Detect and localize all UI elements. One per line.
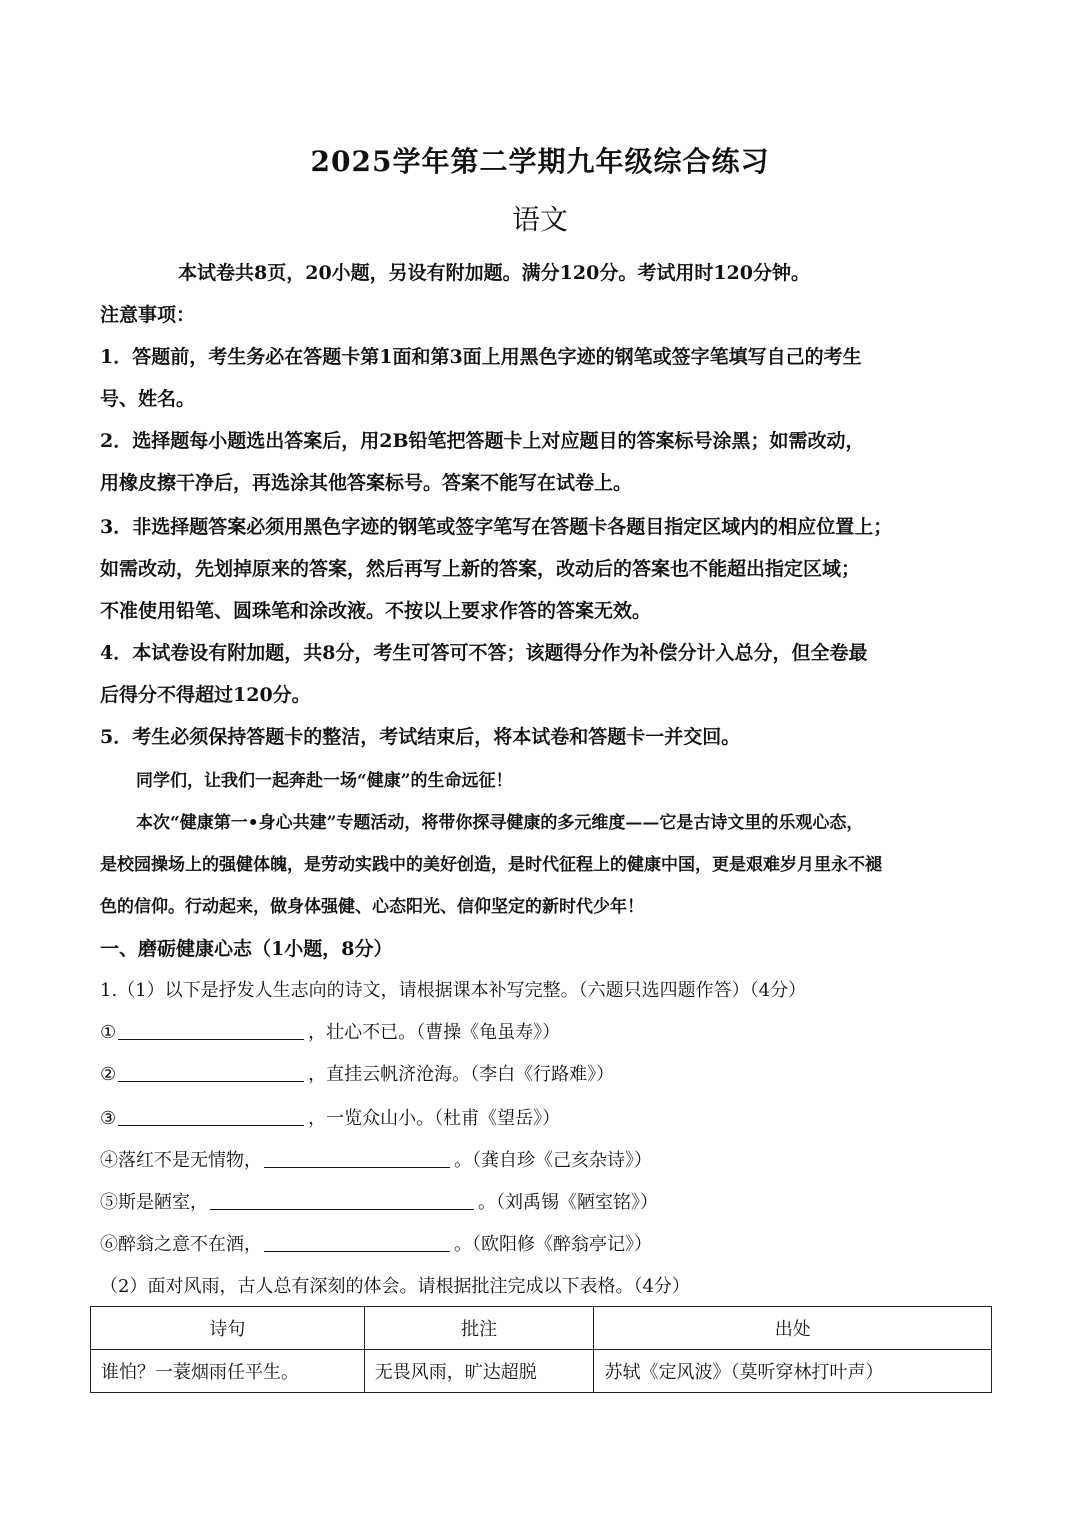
table-cell: 苏轼《定风波》（莫听穿林打叶声）	[594, 1350, 992, 1393]
table-cell: 谁怕？一蓑烟雨任平生。	[91, 1350, 365, 1393]
question-1-stem: 1.（1）以下是抒发人生志向的诗文，请根据课本补写完整。（六题只选四题作答）（4分）	[100, 980, 807, 1001]
table-header-cell: 诗句	[91, 1307, 365, 1350]
intro-greeting: 同学们，让我们一起奔赴一场“健康”的生命远征！	[136, 771, 513, 791]
fill-item-suffix: 。（龚自珍《己亥杂诗》）	[454, 1150, 652, 1171]
answer-blank[interactable]	[264, 1149, 450, 1168]
fill-item-prefix: ②	[100, 1064, 117, 1085]
answer-blank[interactable]	[118, 1107, 304, 1126]
fill-item-3	[100, 1104, 560, 1130]
notes-heading: 注意事项：	[100, 304, 196, 326]
table-row	[91, 1350, 992, 1393]
intro-line-1: 本次“健康第一•身心共建”专题活动，将带你探寻健康的多元维度——它是古诗文里的乐观心态，	[136, 813, 864, 833]
intro-line-2: 是校园操场上的强健体魄，是劳动实践中的美好创造，是时代征程上的健康中国，更是艰难岁月里永不褪	[100, 855, 882, 875]
fill-item-prefix: ①	[100, 1022, 117, 1043]
note-1-line-1: 1．答题前，考生务必在答题卡第1面和第3面上用黑色字迹的钢笔或签字笔填写自己的考生	[100, 346, 862, 368]
section-1-heading: 一、磨砺健康心志（1小题，8分）	[100, 938, 393, 960]
note-3-line-3: 不准使用铅笔、圆珠笔和涂改液。不按以上要求作答的答案无效。	[100, 600, 652, 622]
table-header-cell: 批注	[364, 1307, 594, 1350]
note-4-line-2: 后得分不得超过120分。	[100, 684, 311, 706]
fill-item-suffix: 。（欧阳修《醉翁亭记》）	[454, 1234, 652, 1255]
answer-blank[interactable]	[118, 1021, 304, 1040]
fill-item-4	[100, 1146, 652, 1172]
note-4-line-1: 4．本试卷设有附加题，共8分，考生可答可不答；该题得分作为补偿分计入总分，但全卷最	[100, 642, 868, 664]
note-2-line-2: 用橡皮擦干净后，再选涂其他答案标号。答案不能写在试卷上。	[100, 472, 633, 494]
fill-item-1	[100, 1018, 560, 1044]
fill-item-suffix: ，直挂云帆济沧海。（李白《行路难》）	[308, 1064, 615, 1085]
table-header-row	[91, 1307, 992, 1350]
fill-item-5	[100, 1188, 658, 1214]
fill-item-suffix: 。（刘禹锡《陋室铭》）	[478, 1192, 658, 1213]
fill-item-suffix: ，一览众山小。（杜甫《望岳》）	[308, 1108, 561, 1129]
note-3-line-1: 3．非选择题答案必须用黑色字迹的钢笔或签字笔写在答题卡各题目指定区域内的相应位置上；	[100, 516, 893, 538]
question-2-stem: （2）面对风雨，古人总有深刻的体会。请根据批注完成以下表格。（4分）	[100, 1276, 690, 1297]
fill-item-prefix: ③	[100, 1108, 117, 1129]
exam-title: 2025学年第二学期九年级综合练习	[310, 145, 770, 178]
answer-blank[interactable]	[210, 1191, 474, 1210]
poem-table	[90, 1306, 992, 1393]
exam-subject: 语文	[511, 203, 568, 236]
note-5: 5．考生必须保持答题卡的整洁，考试结束后，将本试卷和答题卡一并交回。	[100, 726, 741, 748]
fill-item-suffix: ，壮心不已。（曹操《龟虽寿》）	[308, 1022, 561, 1043]
note-3-line-2: 如需改动，先划掉原来的答案，然后再写上新的答案，改动后的答案也不能超出指定区域；	[100, 558, 861, 580]
table-cell: 无畏风雨，旷达超脱	[364, 1350, 594, 1393]
exam-info: 本试卷共8页，20小题，另设有附加题。满分120分。考试用时120分钟。	[178, 262, 810, 284]
note-1-line-2: 号、姓名。	[100, 388, 196, 410]
answer-blank[interactable]	[118, 1063, 304, 1082]
note-2-line-1: 2．选择题每小题选出答案后，用2B铅笔把答题卡上对应题目的答案标号涂黑；如需改动，	[100, 430, 865, 452]
fill-item-prefix: ⑤斯是陋室，	[100, 1192, 208, 1213]
fill-item-2	[100, 1060, 614, 1086]
fill-item-6	[100, 1230, 652, 1256]
table-header-cell: 出处	[594, 1307, 992, 1350]
intro-line-3: 色的信仰。行动起来，做身体强健、心态阳光、信仰坚定的新时代少年！	[100, 897, 644, 917]
fill-item-prefix: ④落红不是无情物，	[100, 1150, 262, 1171]
answer-blank[interactable]	[264, 1233, 450, 1252]
fill-item-prefix: ⑥醉翁之意不在酒，	[100, 1234, 262, 1255]
